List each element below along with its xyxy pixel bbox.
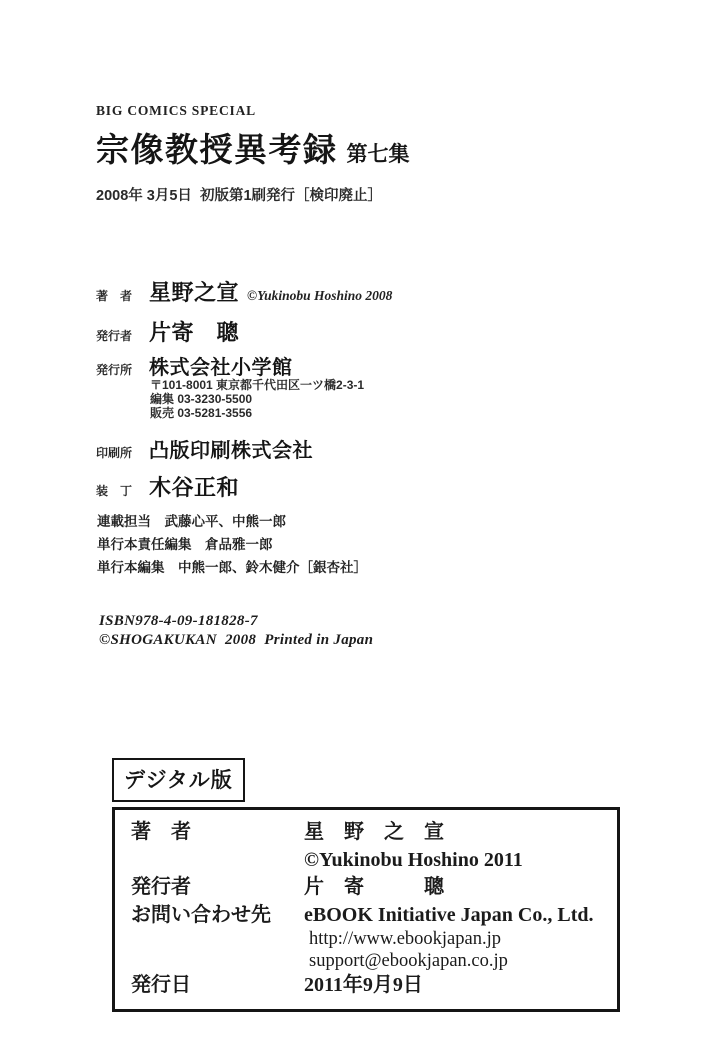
digital-edition-table	[112, 807, 620, 1012]
title-row	[96, 124, 410, 171]
author-row	[96, 276, 392, 307]
table-author-label: 著 者	[131, 821, 191, 843]
author-name: 星野之宣	[149, 280, 240, 305]
table-publisher-name: 片 寄 聰	[304, 876, 444, 898]
table-publisher-label: 発行者	[131, 876, 191, 898]
edition-line: 2008年 3月5日 初版第1刷発行［検印廃止］	[96, 188, 383, 204]
table-row-author	[131, 819, 617, 847]
printer-row	[96, 434, 313, 463]
designer-name: 木谷正和	[149, 475, 240, 500]
publisher-label: 発行者	[96, 329, 133, 343]
copyright-line: ©SHOGAKUKAN 2008 Printed in Japan	[99, 632, 374, 648]
publisher-row	[96, 316, 239, 347]
serial-editor-line: 連載担当 武藤心平、中熊一郎	[97, 514, 286, 529]
isbn-line: ISBN978-4-09-181828-7	[99, 613, 258, 629]
page-title: 宗像教授異考録	[96, 131, 338, 168]
table-row-email	[131, 951, 617, 973]
publishing-house-row	[96, 351, 293, 380]
designer-row	[96, 471, 239, 502]
table-contact-email: support@ebookjapan.co.jp	[309, 950, 508, 971]
table-row-contact	[131, 902, 617, 930]
publisher-address	[150, 379, 364, 420]
volume-editor-line: 単行本編集 中熊一郎、鈴木健介［銀杏社］	[97, 560, 367, 575]
table-issue-date-label: 発行日	[131, 974, 191, 996]
publisher-name: 片寄 聰	[149, 320, 240, 345]
staff-credits	[97, 510, 367, 579]
volume-label: 第七集	[346, 143, 410, 166]
header-block	[96, 103, 410, 205]
table-row-copyright	[131, 847, 617, 875]
publishing-house-label: 発行所	[96, 363, 133, 377]
printer-label: 印刷所	[96, 446, 133, 460]
imprint-label: BIG COMICS SPECIAL	[96, 103, 256, 118]
publishing-house-name: 株式会社小学館	[149, 357, 293, 379]
sales-phone-line: 販売 03-5281-3556	[150, 405, 253, 420]
table-row-issue-date	[131, 972, 617, 1000]
author-copyright: ©Yukinobu Hoshino 2008	[247, 288, 393, 303]
author-label: 著 者	[96, 289, 133, 303]
volume-chief-editor-line: 単行本責任編集 倉品雅一郎	[97, 537, 273, 552]
table-row-url	[131, 929, 617, 951]
digital-edition-badge: デジタル版	[112, 758, 245, 802]
table-contact-company: eBOOK Initiative Japan Co., Ltd.	[304, 903, 594, 926]
table-row-publisher	[131, 874, 617, 902]
table-contact-label: お問い合わせ先	[131, 903, 271, 926]
address-line: 〒101-8001 東京都千代田区一ツ橋2-3-1	[150, 378, 365, 392]
printer-name: 凸版印刷株式会社	[149, 440, 313, 462]
table-copyright: ©Yukinobu Hoshino 2011	[304, 848, 523, 871]
table-contact-url: http://www.ebookjapan.jp	[309, 929, 501, 949]
designer-label: 装 丁	[96, 484, 133, 498]
table-author-name: 星 野 之 宣	[304, 821, 444, 843]
table-issue-date: 2011年9月9日	[304, 974, 423, 996]
isbn-block	[99, 612, 373, 650]
editorial-phone-line: 編集 03-3230-5500	[150, 391, 253, 406]
